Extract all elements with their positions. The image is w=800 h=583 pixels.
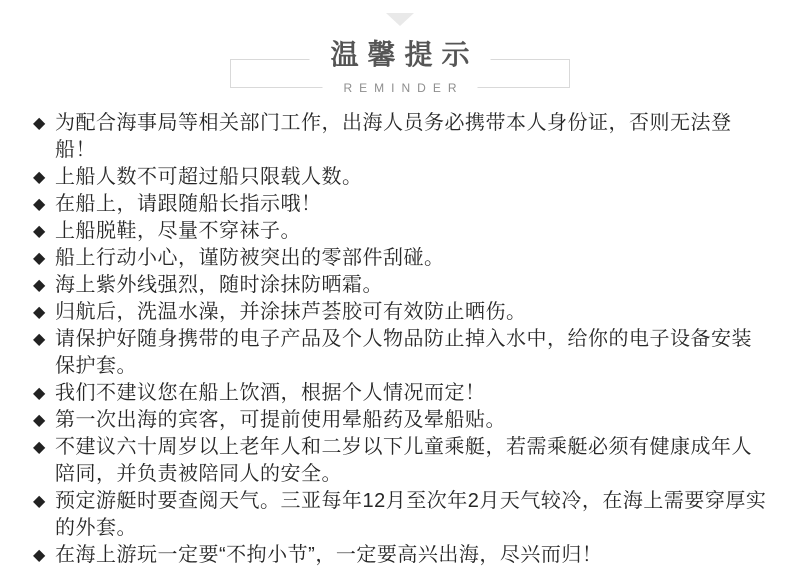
diamond-bullet-icon: ◆	[33, 169, 46, 186]
diamond-bullet-icon: ◆	[33, 304, 46, 321]
reminder-text: 船上行动小心，谨防被突出的零部件刮碰。	[55, 247, 445, 269]
reminder-text: 为配合海事局等相关部门工作，出海人员务必携带本人身份证，否则无法登船！	[55, 112, 732, 161]
list-item	[33, 218, 767, 245]
down-triangle-icon	[386, 13, 414, 26]
reminder-text: 海上紫外线强烈，随时涂抹防晒霜。	[55, 274, 383, 296]
reminder-text: 上船脱鞋，尽量不穿袜子。	[55, 220, 301, 242]
diamond-bullet-icon: ◆	[33, 385, 46, 402]
diamond-bullet-icon: ◆	[33, 115, 46, 132]
reminder-text: 归航后，洗温水澡，并涂抹芦荟胶可有效防止晒伤。	[55, 301, 527, 323]
reminder-text: 在船上，请跟随船长指示哦！	[55, 193, 322, 215]
reminder-text: 第一次出海的宾客，可提前使用晕船药及晕船贴。	[55, 409, 506, 431]
page-subtitle: REMINDER	[322, 81, 477, 95]
reminder-text: 在海上游玩一定要“不拘小节”，一定要高兴出海，尽兴而归！	[55, 544, 603, 566]
list-item	[33, 245, 767, 272]
reminder-text: 不建议六十周岁以上老年人和二岁以下儿童乘艇，若需乘艇必须有健康成年人陪同，并负责被陪同人的安全。	[55, 436, 752, 485]
diamond-bullet-icon: ◆	[33, 493, 46, 510]
diamond-bullet-icon: ◆	[33, 412, 46, 429]
diamond-bullet-icon: ◆	[33, 439, 46, 456]
reminder-text: 预定游艇时要查阅天气。三亚每年12月至次年2月天气较冷，在海上需要穿厚实的外套。	[55, 490, 767, 539]
list-item	[33, 299, 767, 326]
list-item	[33, 542, 767, 569]
header-decoration	[0, 0, 800, 26]
list-item	[33, 407, 767, 434]
list-item	[33, 434, 767, 488]
diamond-bullet-icon: ◆	[33, 196, 46, 213]
list-item	[33, 380, 767, 407]
reminder-text: 我们不建议您在船上饮酒，根据个人情况而定！	[55, 382, 486, 404]
diamond-bullet-icon: ◆	[33, 223, 46, 240]
list-item	[33, 164, 767, 191]
reminder-text: 请保护好随身携带的电子产品及个人物品防止掉入水中，给你的电子设备安装保护套。	[55, 328, 752, 377]
header-frame	[230, 39, 570, 95]
diamond-bullet-icon: ◆	[33, 277, 46, 294]
list-item	[33, 110, 767, 164]
list-item	[33, 272, 767, 299]
diamond-bullet-icon: ◆	[33, 331, 46, 348]
page-title: 温馨提示	[309, 39, 490, 71]
reminder-list	[33, 110, 767, 569]
reminder-text: 上船人数不可超过船只限载人数。	[55, 166, 363, 188]
list-item	[33, 488, 767, 542]
diamond-bullet-icon: ◆	[33, 547, 46, 564]
list-item	[33, 191, 767, 218]
diamond-bullet-icon: ◆	[33, 250, 46, 267]
list-item	[33, 326, 767, 380]
